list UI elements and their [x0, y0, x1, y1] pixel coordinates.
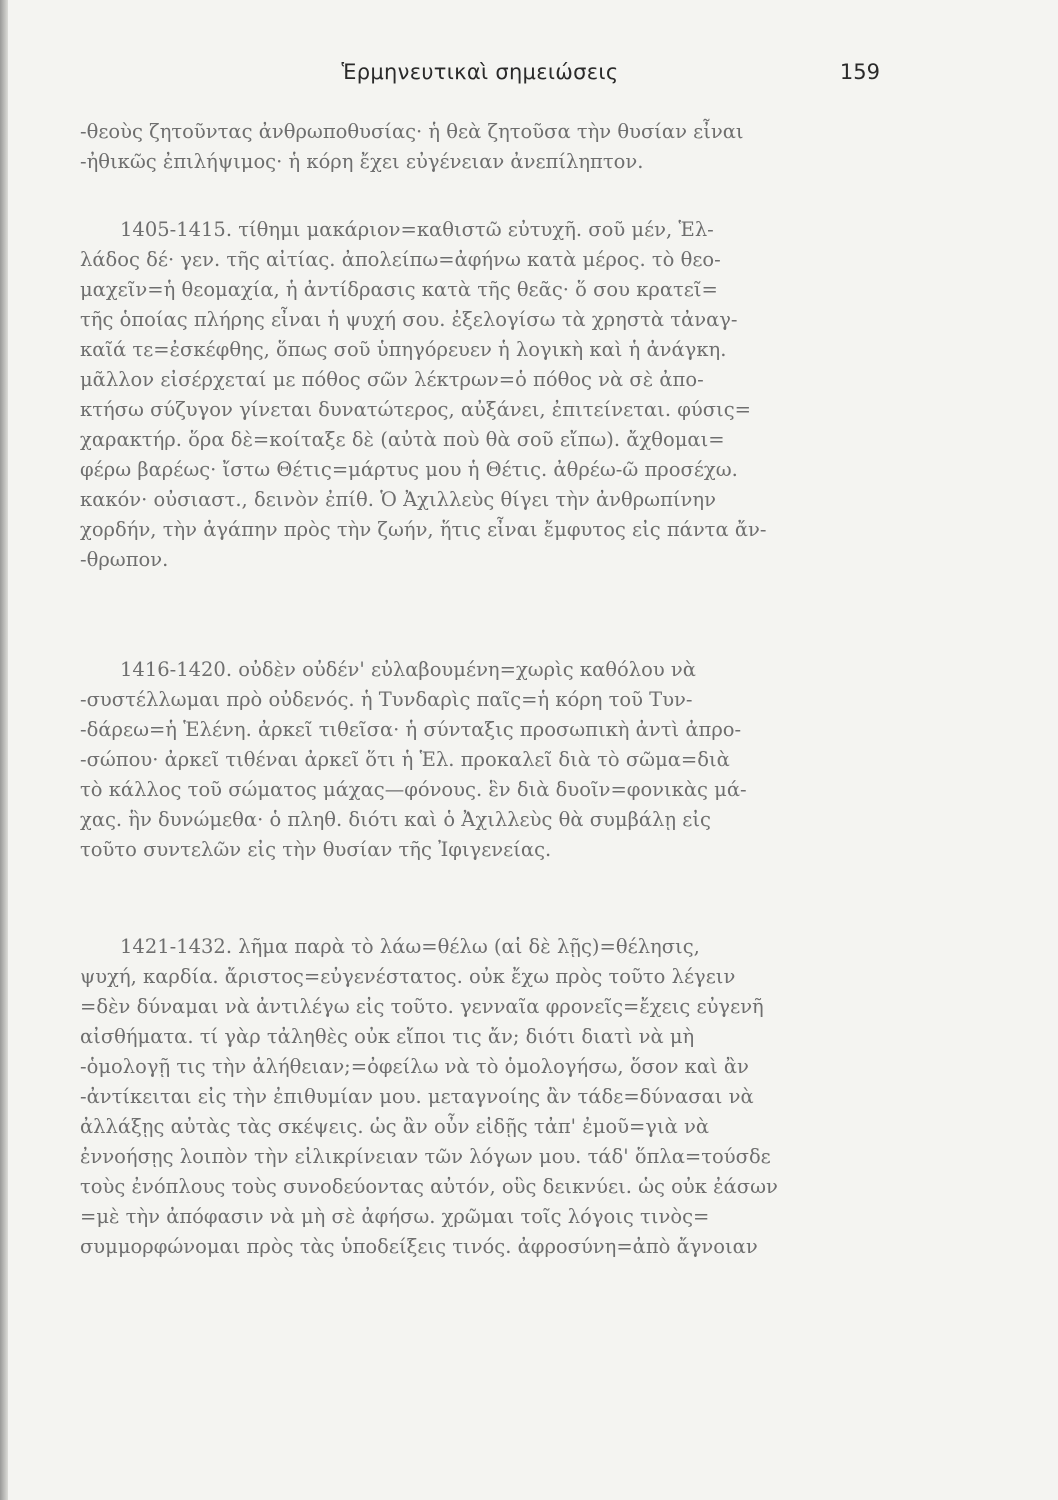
- text-line: -θρωπον.: [80, 548, 169, 571]
- text-line: μᾶλλον εἰσέρχεταί με πόθος σῶν λέκτρων=ὁ πόθος νὰ σὲ ἀπο-: [80, 368, 704, 391]
- page-number: 159: [839, 60, 880, 84]
- text-line: ἐννοήσῃς λοιπὸν τὴν εἰλικρίνειαν τῶν λόγων μου. τάδ' ὅπλα=τούσδε: [80, 1145, 771, 1168]
- text-line: -ὁμολογῇ τις τὴν ἀλήθειαν;=ὀφείλω νὰ τὸ ὁμολογήσω, ὅσον καὶ ἂν: [80, 1055, 749, 1078]
- text-line: 1416-1420. οὐδὲν οὐδέν' εὐλαβουμένη=χωρὶς καθόλου νὰ: [120, 658, 696, 681]
- text-line: τοὺς ἐνόπλους τοὺς συνοδεύοντας αὐτόν, οὓς δεικνύει. ὡς οὐκ ἐάσων: [80, 1175, 778, 1198]
- text-line: -σώπου· ἀρκεῖ τιθέναι ἀρκεῖ ὅτι ἡ Ἑλ. προκαλεῖ διὰ τὸ σῶμα=διὰ: [80, 748, 730, 771]
- text-line: -ἠθικῶς ἐπιλήψιμος· ἡ κόρη ἔχει εὐγένειαν ἀνεπίληπτον.: [80, 150, 644, 173]
- text-line: ψυχή, καρδία. ἄριστος=εὐγενέστατος. οὐκ ἔχω πρὸς τοῦτο λέγειν: [80, 965, 736, 988]
- text-line: καῖά τε=ἐσκέφθης, ὅπως σοῦ ὑπηγόρευεν ἡ λογικὴ καὶ ἡ ἀνάγκη.: [80, 338, 727, 361]
- text-line: κτήσω σύζυγον γίνεται δυνατώτερος, αὐξάνει, ἐπιτείνεται. φύσις=: [80, 398, 751, 421]
- paragraph-continuation: [80, 117, 880, 177]
- text-line: τοῦτο συντελῶν εἰς τὴν θυσίαν τῆς Ἰφιγενείας.: [80, 838, 552, 861]
- paragraph-1405-1415: [80, 215, 880, 575]
- text-line: χας. ἣν δυνώμεθα· ὁ πληθ. διότι καὶ ὁ Ἀχιλλεὺς θὰ συμβάλῃ εἰς: [80, 808, 711, 831]
- text-line: =δὲν δύναμαι νὰ ἀντιλέγω εἰς τοῦτο. γενναῖα φρονεῖς=ἔχεις εὐγενῆ: [80, 995, 764, 1018]
- text-line: συμμορφώνομαι πρὸς τὰς ὑποδείξεις τινός. ἀφροσύνη=ἀπὸ ἄγνοιαν: [80, 1235, 758, 1258]
- text-line: μαχεῖν=ἡ θεομαχία, ἡ ἀντίδρασις κατὰ τῆς θεᾶς· ὅ σου κρατεῖ=: [80, 278, 718, 301]
- text-line: =μὲ τὴν ἀπόφασιν νὰ μὴ σὲ ἀφήσω. χρῶμαι τοῖς λόγοις τινὸς=: [80, 1205, 710, 1228]
- text-line: λάδος δέ· γεν. τῆς αἰτίας. ἀπολείπω=ἀφήνω κατὰ μέρος. τὸ θεο-: [80, 248, 721, 271]
- text-line: κακόν· οὐσιαστ., δεινὸν ἐπίθ. Ὁ Ἀχιλλεὺς θίγει τὴν ἀνθρωπίνην: [80, 488, 716, 511]
- text-line: -ἀντίκειται εἰς τὴν ἐπιθυμίαν μου. μεταγνοίης ἂν τάδε=δύνασαι νὰ: [80, 1085, 754, 1108]
- page-header: [80, 60, 880, 90]
- page-spine-shadow: [0, 0, 8, 1500]
- text-line: -δάρεω=ἡ Ἑλένη. ἀρκεῖ τιθεῖσα· ἡ σύνταξις προσωπικὴ ἀντὶ ἀπρο-: [80, 718, 742, 741]
- paragraph-1416-1420: [80, 655, 880, 865]
- text-line: τὸ κάλλος τοῦ σώματος μάχας—φόνους. ἓν διὰ δυοῖν=φονικὰς μά-: [80, 778, 747, 801]
- text-line: χορδήν, τὴν ἀγάπην πρὸς τὴν ζωήν, ἥτις εἶναι ἔμφυτος εἰς πάντα ἄν-: [80, 518, 767, 541]
- text-line: χαρακτήρ. ὅρα δὲ=κοίταξε δὲ (αὐτὰ ποὺ θὰ σοῦ εἴπω). ἄχθομαι=: [80, 428, 725, 451]
- text-line: ἀλλάξῃς αὐτὰς τὰς σκέψεις. ὡς ἂν οὖν εἰδῇς τἀπ' ἐμοῦ=γιὰ νὰ: [80, 1115, 709, 1138]
- text-line: φέρω βαρέως· ἴστω Θέτις=μάρτυς μου ἡ Θέτις. ἀθρέω-ῶ προσέχω.: [80, 458, 738, 481]
- text-line: αἰσθήματα. τί γὰρ τἀληθὲς οὐκ εἴποι τις ἄν; διότι διατὶ νὰ μὴ: [80, 1025, 695, 1048]
- text-line: 1421-1432. λῆμα παρὰ τὸ λάω=θέλω (αἱ δὲ λῇς)=θέλησις,: [120, 935, 700, 958]
- paragraph-1421-1432: [80, 932, 880, 1262]
- text-line: 1405-1415. τίθημι μακάριον=καθιστῶ εὐτυχῆ. σοῦ μέν, Ἑλ-: [120, 218, 714, 241]
- text-line: τῆς ὁποίας πλήρης εἶναι ἡ ψυχή σου. ἐξελογίσω τὰ χρηστὰ τἀναγ-: [80, 308, 738, 331]
- running-title: Ἑρμηνευτικαὶ σημειώσεις: [341, 60, 619, 84]
- text-line: -θεοὺς ζητοῦντας ἀνθρωποθυσίας· ἡ θεὰ ζητοῦσα τὴν θυσίαν εἶναι: [80, 120, 744, 143]
- text-line: -συστέλλωμαι πρὸ οὐδενός. ἡ Τυνδαρὶς παῖς=ἡ κόρη τοῦ Τυν-: [80, 688, 693, 711]
